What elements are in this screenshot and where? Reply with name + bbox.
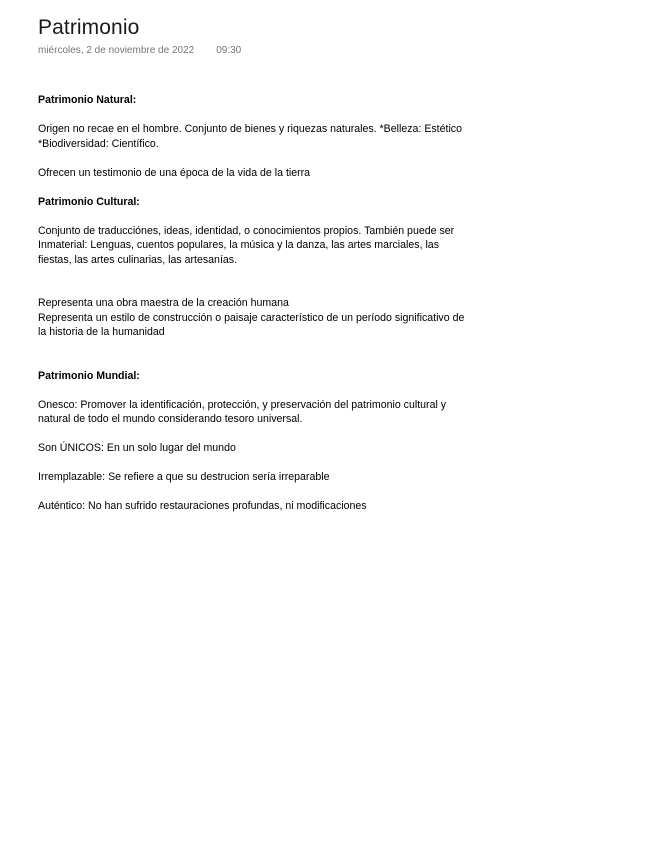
paragraph-line: Conjunto de traducciónes, ideas, identidad, o conocimientos propios. También puede ser <box>38 224 455 237</box>
paragraph-line: fiestas, las artes culinarias, las artesanías. <box>38 253 238 266</box>
page-title[interactable]: Patrimonio <box>38 16 140 39</box>
page-date: miércoles, 2 de noviembre de 2022 <box>38 45 195 56</box>
note-body[interactable] <box>38 93 478 514</box>
page-timestamp <box>38 45 241 56</box>
heading-patrimonio-mundial: Patrimonio Mundial: <box>38 369 140 382</box>
paragraph-line: *Biodiversidad: Científico. <box>38 137 159 150</box>
paragraph-line: Ofrecen un testimonio de una época de la vida de la tierra <box>38 166 311 179</box>
paragraph-line: Inmaterial: Lenguas, cuentos populares, la música y la danza, las artes marciales, las <box>38 239 440 251</box>
paragraph-line: Son ÚNICOS: En un solo lugar del mundo <box>38 442 236 454</box>
heading-patrimonio-cultural: Patrimonio Cultural: <box>38 195 140 208</box>
paragraph-line: Onesco: Promover la identificación, protección, y preservación del patrimonio cultural y <box>38 398 447 411</box>
paragraph-line: Representa una obra maestra de la creación humana <box>38 297 289 309</box>
paragraph-line: Representa un estilo de construcción o paisaje característico de un período significativo de <box>38 311 465 324</box>
paragraph-line: Irremplazable: Se refiere a que su destrucion sería irreparable <box>38 471 330 483</box>
page-time: 09:30 <box>216 45 242 56</box>
paragraph-line: Origen no recae en el hombre. Conjunto de bienes y riquezas naturales. *Belleza: Estético <box>38 123 462 135</box>
paragraph-line: natural de todo el mundo considerando tesoro universal. <box>38 413 303 425</box>
heading-patrimonio-natural: Patrimonio Natural: <box>38 94 137 106</box>
paragraph-line: la historia de la humanidad <box>38 326 165 338</box>
paragraph-line: Auténtico: No han sufrido restauraciones profundas, ni modificaciones <box>38 500 367 512</box>
